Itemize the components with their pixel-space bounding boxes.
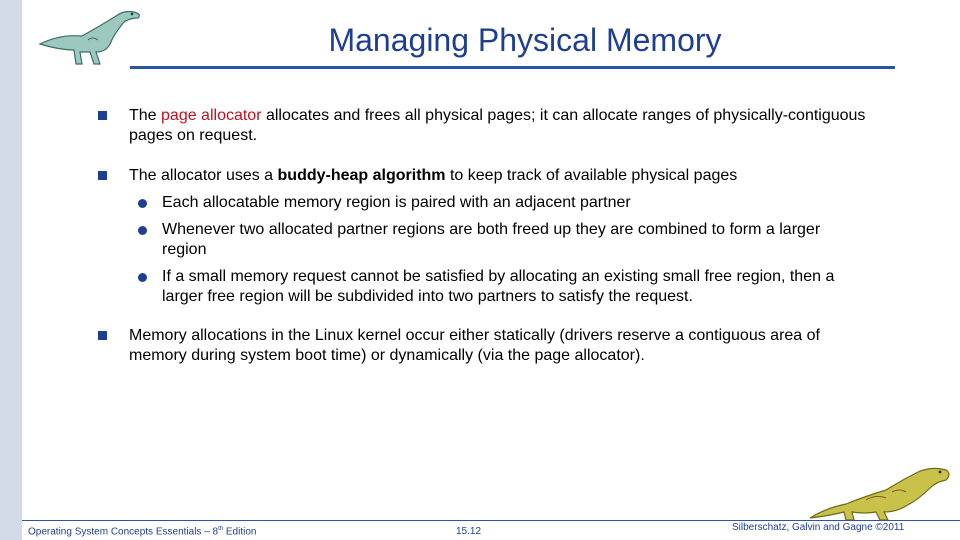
sub-bullet-subdivided <box>138 267 868 307</box>
square-bullet-icon <box>98 331 107 340</box>
footer-book-title: Operating System Concepts Essentials – 8th Edition <box>28 526 257 538</box>
sub-bullet-text: If a small memory request cannot be satisfied by allocating an existing small free region, then a larger free region will be subdivided into two partners to satisfy the request. <box>162 268 835 305</box>
lizard-icon <box>806 460 954 522</box>
sub-bullet-text: Whenever two allocated partner regions are both freed up they are combined to form a larger region <box>162 221 821 258</box>
sub-bullet-combined <box>138 220 868 260</box>
bold-term: buddy-heap algorithm <box>277 167 446 184</box>
slide-title: Managing Physical Memory <box>328 22 722 58</box>
bullet-buddy-heap <box>98 166 878 186</box>
round-bullet-icon <box>138 199 147 208</box>
footer-page-number: 15.12 <box>456 526 482 537</box>
bullet-text: The page allocator allocates and frees all physical pages; it can allocate ranges of physically-contiguous pages on request. <box>129 107 866 144</box>
bullet-page-allocator <box>98 106 878 146</box>
square-bullet-icon <box>98 111 107 120</box>
round-bullet-icon <box>138 226 147 235</box>
round-bullet-icon <box>138 273 147 282</box>
bullet-text: Memory allocations in the Linux kernel occur either statically (drivers reserve a contiguous area of memory during system boot time) or dynamically (via the page allocator). <box>129 327 820 364</box>
highlight-term: page allocator <box>161 107 262 124</box>
footer-authors: Silberschatz, Galvin and Gagne ©2011 <box>732 522 905 533</box>
square-bullet-icon <box>98 171 107 180</box>
sub-bullet-paired <box>138 193 868 213</box>
bullet-kernel-allocations <box>98 326 878 366</box>
bullet-text: The allocator uses a buddy-heap algorithm to keep track of available physical pages <box>129 167 738 184</box>
footer-rule <box>22 520 960 521</box>
sub-bullet-text: Each allocatable memory region is paired with an adjacent partner <box>162 194 631 211</box>
